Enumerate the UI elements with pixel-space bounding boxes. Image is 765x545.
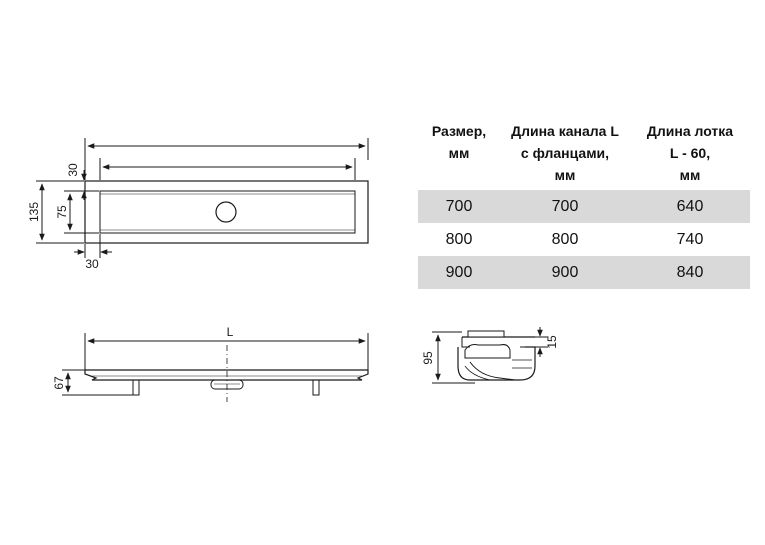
dim-flange-side: 30 <box>85 257 99 271</box>
cell-tray-length: 740 <box>676 230 704 248</box>
header-size: Размер, мм <box>431 123 487 161</box>
table-header-row <box>418 118 750 190</box>
cell-size: 800 <box>445 230 473 248</box>
cell-size: 700 <box>418 190 500 223</box>
side-view <box>62 333 368 402</box>
size-table <box>418 118 750 289</box>
table-row <box>418 190 750 223</box>
dim-length: L <box>226 325 234 339</box>
table-row <box>418 223 750 256</box>
channel-side-profile <box>85 370 368 380</box>
header-tray-length: Длина лотка L - 60, мм <box>646 123 734 183</box>
channel-flange-outline <box>85 181 368 243</box>
top-view <box>36 138 368 258</box>
table-row <box>418 256 750 289</box>
dim-flange-top: 30 <box>66 163 80 177</box>
cell-size: 900 <box>418 256 500 289</box>
support-leg-right <box>313 380 319 395</box>
dim-section-height: 95 <box>421 351 435 365</box>
cell-tray-length: 640 <box>630 190 750 223</box>
section-profile <box>458 347 535 380</box>
cell-channel-length: 900 <box>500 256 630 289</box>
support-leg-left <box>133 380 139 395</box>
dim-side-height: 67 <box>52 376 66 390</box>
cell-channel-length: 800 <box>551 230 579 248</box>
header-channel-length: Длина канала L с фланцами, мм <box>511 123 619 183</box>
dim-overall-height: 135 <box>27 201 41 223</box>
channel-tray-outline <box>100 191 355 233</box>
drain-outlet <box>216 202 236 222</box>
cell-channel-length: 700 <box>500 190 630 223</box>
dim-inner-height: 75 <box>55 205 69 219</box>
cell-tray-length: 840 <box>630 256 750 289</box>
section-view <box>432 327 548 383</box>
dim-section-top: 15 <box>545 335 559 349</box>
